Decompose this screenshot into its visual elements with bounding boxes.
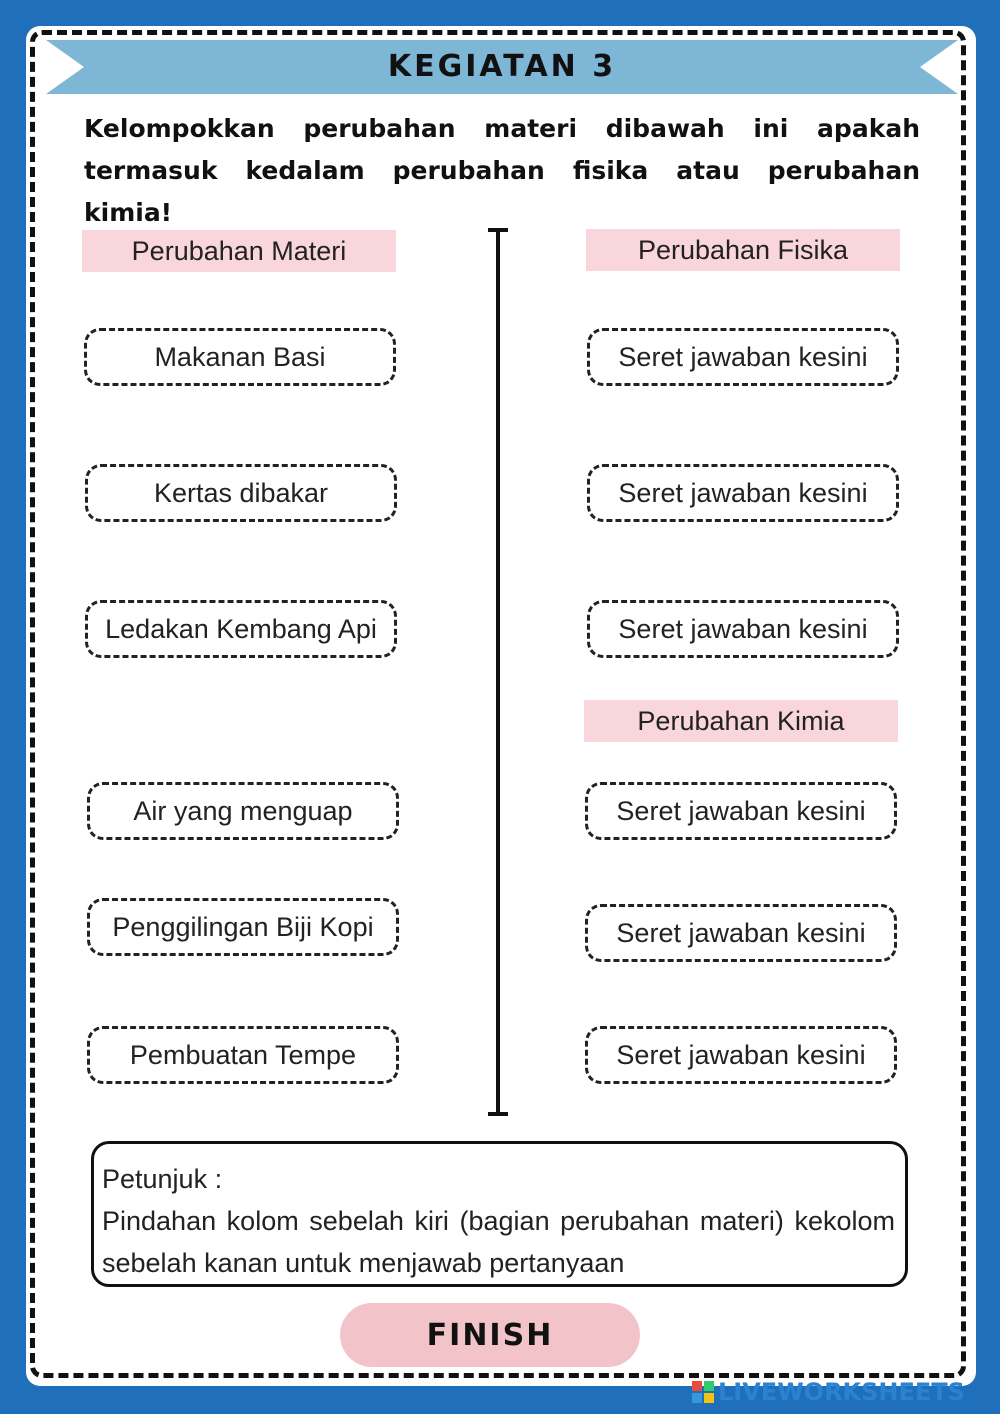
hint-title: Petunjuk : [102, 1164, 223, 1194]
watermark [692, 1378, 965, 1406]
fisika-column-header: Perubahan Fisika [586, 229, 900, 271]
drag-item-ledakan-kembang-api[interactable]: Ledakan Kembang Api [85, 600, 397, 658]
column-divider [488, 228, 508, 1116]
drag-item-kertas-dibakar[interactable]: Kertas dibakar [85, 464, 397, 522]
liveworksheets-logo-icon [692, 1381, 714, 1403]
drag-item-air-yang-menguap[interactable]: Air yang menguap [87, 782, 399, 840]
materi-column-header: Perubahan Materi [82, 230, 396, 272]
kimia-drop-zone-1[interactable]: Seret jawaban kesini [585, 782, 897, 840]
hint-text: Pindahan kolom sebelah kiri (bagian perubahan materi) kekolom sebelah kanan untuk menjawab pertanyaan [102, 1206, 895, 1278]
kimia-drop-zone-3[interactable]: Seret jawaban kesini [585, 1026, 897, 1084]
drag-item-pembuatan-tempe[interactable]: Pembuatan Tempe [87, 1026, 399, 1084]
hint-box [91, 1141, 908, 1287]
fisika-drop-zone-3[interactable]: Seret jawaban kesini [587, 600, 899, 658]
title-ribbon [46, 40, 958, 94]
fisika-drop-zone-1[interactable]: Seret jawaban kesini [587, 328, 899, 386]
fisika-drop-zone-2[interactable]: Seret jawaban kesini [587, 464, 899, 522]
page-title: KEGIATAN 3 [387, 49, 617, 84]
drag-item-penggilingan-biji-kopi[interactable]: Penggilingan Biji Kopi [87, 898, 399, 956]
kimia-drop-zone-2[interactable]: Seret jawaban kesini [585, 904, 897, 962]
instructions-text: Kelompokkan perubahan materi dibawah ini apakah termasuk kedalam perubahan fisika atau perubahan kimia! [84, 114, 920, 227]
finish-button[interactable]: FINISH [340, 1303, 640, 1367]
watermark-text: LIVEWORKSHEETS [718, 1378, 965, 1406]
kimia-column-header: Perubahan Kimia [584, 700, 898, 742]
drag-item-makanan-basi[interactable]: Makanan Basi [84, 328, 396, 386]
